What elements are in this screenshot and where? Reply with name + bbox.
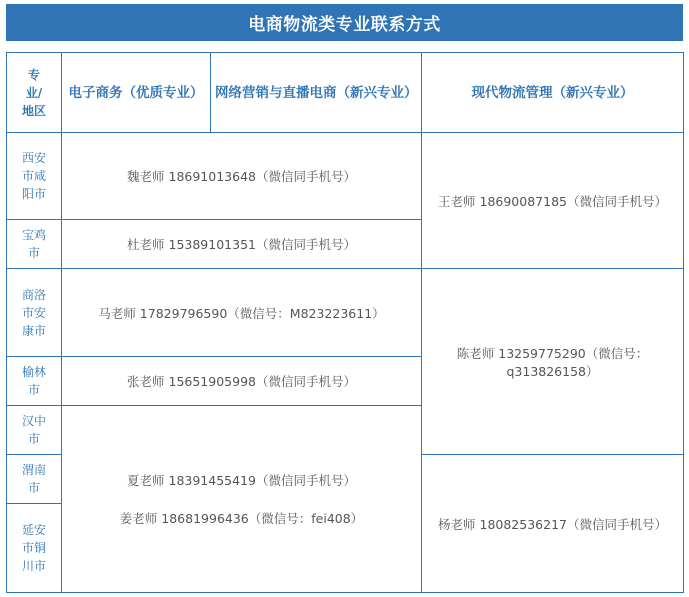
table-row	[7, 269, 684, 357]
contact-table	[6, 52, 684, 593]
region-cell: 渭南市	[7, 455, 62, 504]
region-cell: 商洛市安康市	[7, 269, 62, 357]
region-cell: 宝鸡市	[7, 220, 62, 269]
page-title: 电商物流类专业联系方式	[6, 4, 683, 41]
contact-cell: 陈老师 13259775290（微信号：q313826158）	[422, 269, 684, 455]
table-row	[7, 133, 684, 220]
header-region: 专业/地区	[7, 53, 62, 133]
header-logistics: 现代物流管理（新兴专业）	[422, 53, 684, 133]
region-cell: 延安市铜川市	[7, 504, 62, 593]
contact-cell: 杨老师 18082536217（微信同手机号）	[422, 455, 684, 593]
contact-line: 夏老师 18391455419（微信同手机号）	[127, 472, 356, 488]
contact-cell: 魏老师 18691013648（微信同手机号）	[62, 133, 422, 220]
region-cell: 西安市咸阳市	[7, 133, 62, 220]
contact-cell: 杜老师 15389101351（微信同手机号）	[62, 220, 422, 269]
contact-cell: 张老师 15651905998（微信同手机号）	[62, 357, 422, 406]
contact-line: 姜老师 18681996436（微信号：fei408）	[119, 510, 364, 526]
header-row	[7, 53, 684, 133]
region-cell: 汉中市	[7, 406, 62, 455]
header-ecommerce: 电子商务（优质专业）	[62, 53, 211, 133]
header-marketing: 网络营销与直播电商（新兴专业）	[211, 53, 422, 133]
region-cell: 榆林市	[7, 357, 62, 406]
contact-cell	[62, 406, 422, 593]
contact-cell: 马老师 17829796590（微信号：M823223611）	[62, 269, 422, 357]
contact-cell: 王老师 18690087185（微信同手机号）	[422, 133, 684, 269]
